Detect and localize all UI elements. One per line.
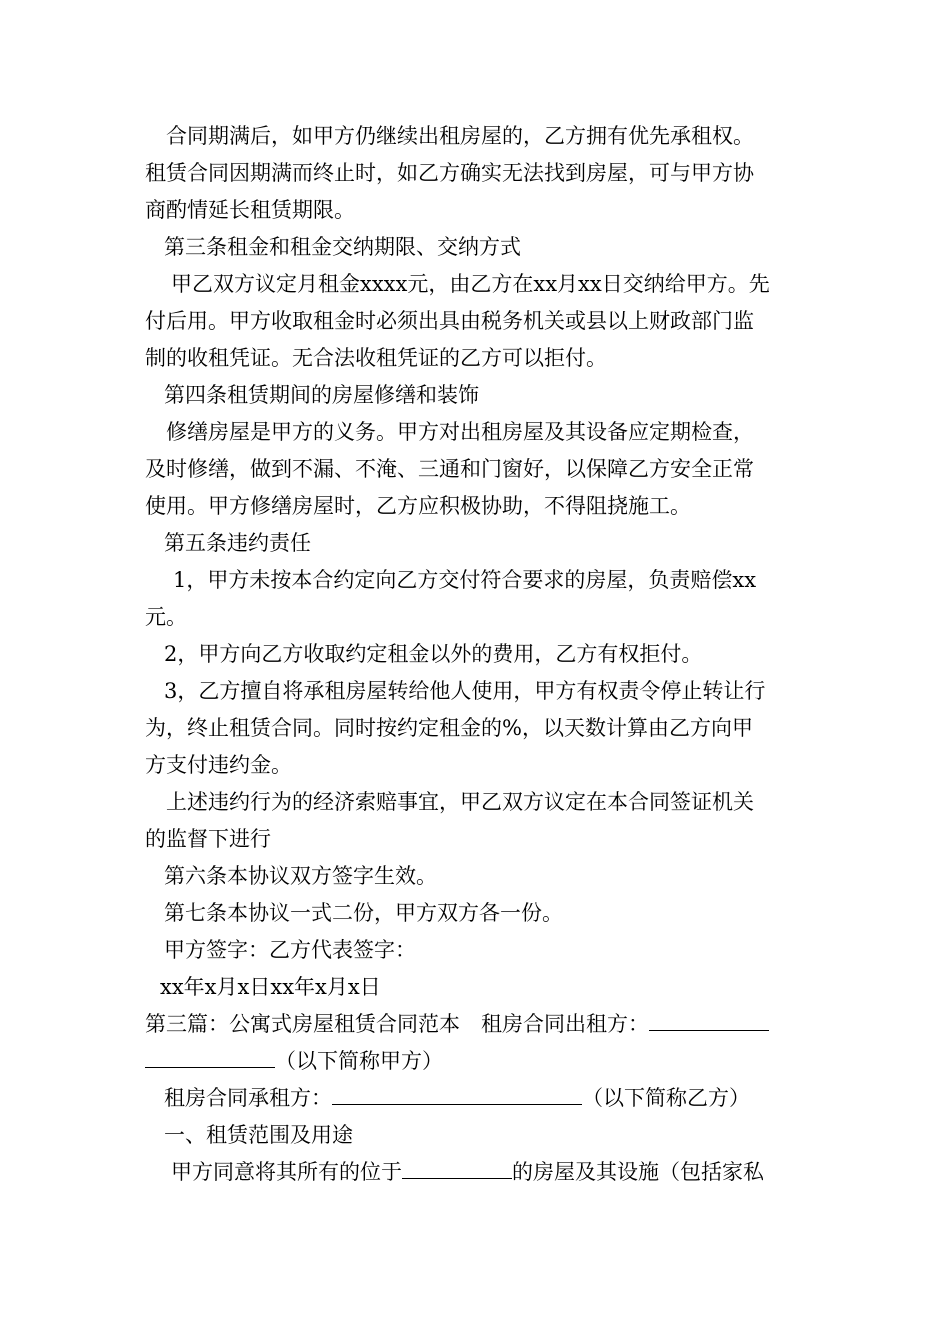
paragraph-line: 付后用。甲方收取租金时必须出具由税务机关或县以上财政部门监 (145, 309, 754, 333)
paragraph-line: 及时修缮，做到不漏、不淹、三通和门窗好，以保障乙方安全正常 (145, 457, 754, 481)
lessee-suffix: （以下简称乙方） (582, 1086, 750, 1110)
paragraph-line: 使用。甲方修缮房屋时，乙方应积极协助，不得阻挠施工。 (145, 494, 691, 518)
paragraph-line: 修缮房屋是甲方的义务。甲方对出租房屋及其设备应定期检查， (166, 420, 754, 444)
clause1-end: 的房屋及其设施（包括家私 (512, 1160, 764, 1184)
clause-heading: 第七条本协议一式二份，甲方双方各一份。 (164, 901, 563, 925)
paragraph-line: 制的收租凭证。无合法收租凭证的乙方可以拒付。 (145, 346, 607, 370)
lessee-blank (332, 1082, 582, 1105)
clause-heading: 第三条租金和租金交纳期限、交纳方式 (164, 235, 521, 259)
paragraph-line: 上述违约行为的经济索赔事宜，甲乙双方议定在本合同签证机关 (166, 790, 754, 814)
lessor-suffix: （以下简称甲方） (275, 1049, 443, 1073)
clause1-start: 甲方同意将其所有的位于 (171, 1160, 402, 1184)
lessor-line (145, 1043, 810, 1080)
list-item: 1，甲方未按本合约定向乙方交付符合要求的房屋，负责赔偿xx (173, 568, 757, 592)
lessee-label: 租房合同承租方： (164, 1086, 332, 1110)
clause-heading: 第六条本协议双方签字生效。 (164, 864, 437, 888)
clause-heading: 第四条租赁期间的房屋修缮和装饰 (164, 383, 479, 407)
lessor-blank-continued (145, 1045, 275, 1068)
section-heading-line (145, 1006, 810, 1043)
paragraph-line: 为，终止租赁合同。同时按约定租金的%，以天数计算由乙方向甲 (145, 716, 753, 740)
document-page (145, 118, 810, 1191)
clause-heading: 一、租赁范围及用途 (164, 1123, 353, 1147)
clause1-line (145, 1154, 810, 1191)
paragraph-line: 商酌情延长租赁期限。 (145, 198, 355, 222)
lessor-blank (649, 1008, 769, 1031)
section-heading-text: 第三篇：公寓式房屋租赁合同范本 租房合同出租方： (145, 1012, 649, 1036)
list-item: 2，甲方向乙方收取约定租金以外的费用，乙方有权拒付。 (164, 642, 703, 666)
date-line: xx年x月x日xx年x月x日 (160, 975, 381, 999)
location-blank (402, 1156, 512, 1179)
clause-heading: 第五条违约责任 (164, 531, 311, 555)
signature-line: 甲方签字：乙方代表签字： (164, 938, 416, 962)
lessee-line (145, 1080, 810, 1117)
list-item: 3，乙方擅自将承租房屋转给他人使用，甲方有权责令停止转让行 (164, 679, 766, 703)
paragraph-line: 方支付违约金。 (145, 753, 292, 777)
paragraph-line: 合同期满后，如甲方仍继续出租房屋的，乙方拥有优先承租权。 (166, 124, 754, 148)
paragraph-line: 的监督下进行 (145, 827, 271, 851)
paragraph-line: 元。 (145, 605, 187, 629)
paragraph-line: 租赁合同因期满而终止时，如乙方确实无法找到房屋，可与甲方协 (145, 161, 754, 185)
paragraph-line: 甲乙双方议定月租金xxxx元，由乙方在xx月xx日交纳给甲方。先 (171, 272, 770, 296)
